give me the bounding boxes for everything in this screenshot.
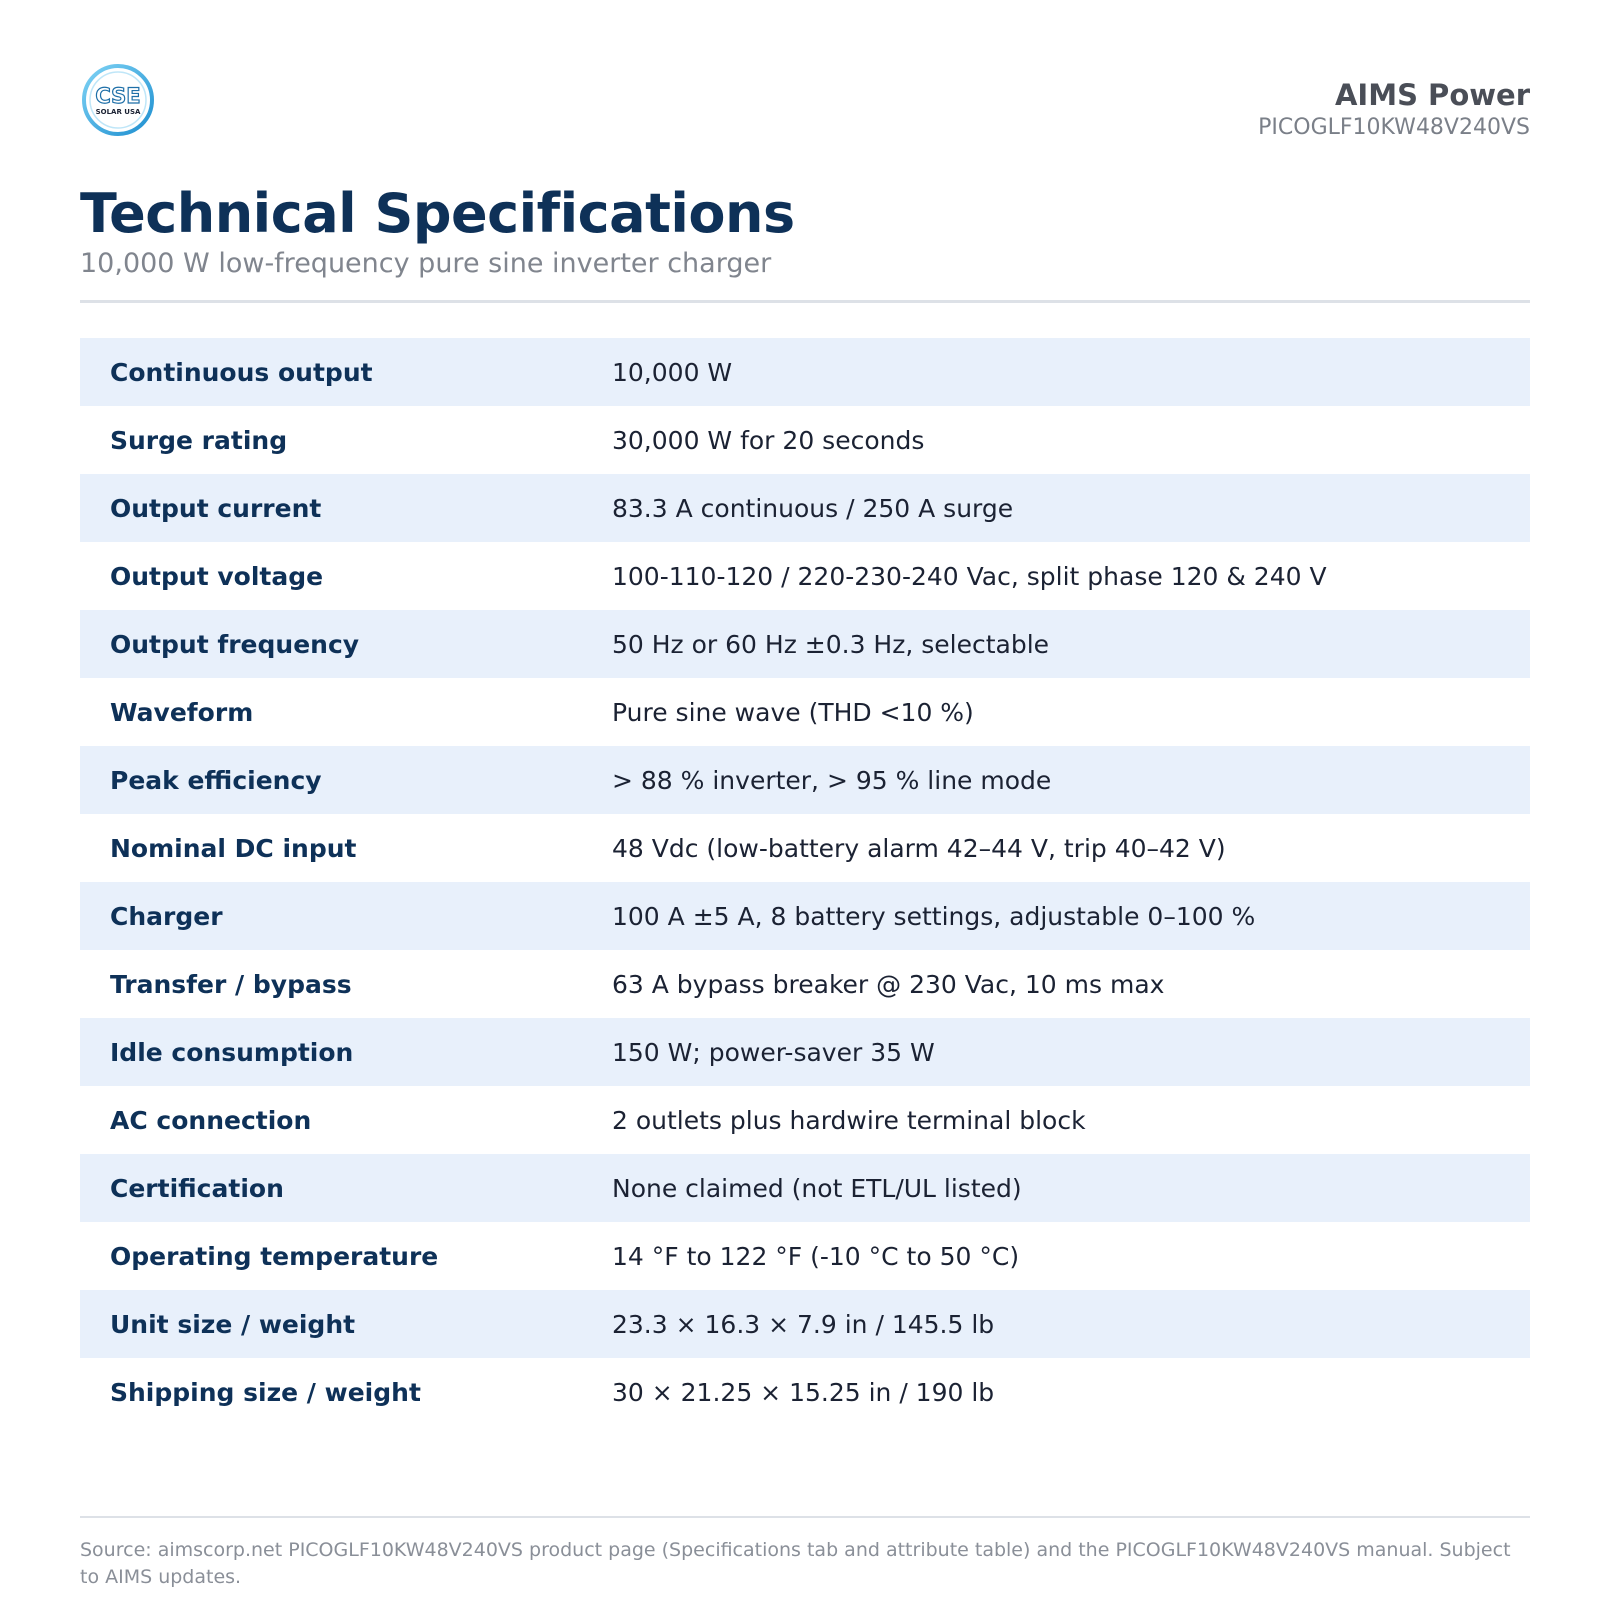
footer-divider	[80, 1516, 1530, 1518]
svg-text:SOLAR USA: SOLAR USA	[95, 108, 141, 116]
spec-label: Output voltage	[110, 561, 324, 591]
spec-value: 150 W; power-saver 35 W	[612, 1037, 935, 1067]
spec-label: Surge rating	[110, 425, 288, 455]
spec-label: Charger	[110, 901, 223, 931]
spec-label: Output current	[110, 493, 322, 523]
spec-row	[80, 338, 1530, 406]
brand-block	[1258, 78, 1530, 144]
spec-label: AC connection	[110, 1105, 312, 1135]
spec-value: 14 °F to 122 °F (-10 °C to 50 °C)	[612, 1241, 1020, 1271]
source-note: Source: aimscorp.net PICOGLF10KW48V240VS product page (Specifications tab and attribute table) and the PICOGLF10KW48V240VS manual. Subject to AIMS updates.	[80, 1539, 1511, 1588]
spec-label: Waveform	[110, 697, 254, 727]
spec-value: 100-110-120 / 220-230-240 Vac, split phase 120 & 240 V	[612, 561, 1327, 591]
spec-row	[80, 1290, 1530, 1358]
spec-row	[80, 882, 1530, 950]
spec-row	[80, 474, 1530, 542]
spec-value: 100 A ±5 A, 8 battery settings, adjustable 0–100 %	[612, 901, 1256, 931]
spec-label: Unit size / weight	[110, 1309, 356, 1339]
page-header	[80, 62, 1530, 152]
svg-text:CSE: CSE	[95, 84, 141, 108]
spec-row	[80, 1222, 1530, 1290]
page-title: Technical Specifications	[80, 182, 795, 245]
spec-table	[80, 338, 1530, 1426]
spec-label: Idle consumption	[110, 1037, 354, 1067]
spec-value: 2 outlets plus hardwire terminal block	[612, 1105, 1086, 1135]
spec-label: Shipping size / weight	[110, 1377, 421, 1407]
spec-label: Transfer / bypass	[110, 969, 352, 999]
header-divider	[80, 300, 1530, 303]
spec-label: Operating temperature	[110, 1241, 439, 1271]
spec-row	[80, 1154, 1530, 1222]
spec-label: Certification	[110, 1173, 284, 1203]
spec-label: Peak efficiency	[110, 765, 322, 795]
spec-value: 10,000 W	[612, 357, 733, 387]
model-number: PICOGLF10KW48V240VS	[1258, 115, 1530, 140]
spec-row	[80, 678, 1530, 746]
spec-label: Output frequency	[110, 629, 360, 659]
spec-row	[80, 1018, 1530, 1086]
spec-value: 30 × 21.25 × 15.25 in / 190 lb	[612, 1377, 995, 1407]
spec-value: 30,000 W for 20 seconds	[612, 425, 925, 455]
spec-row	[80, 1086, 1530, 1154]
cse-solar-logo	[80, 62, 156, 138]
title-block	[80, 182, 1530, 282]
spec-row	[80, 406, 1530, 474]
spec-row	[80, 814, 1530, 882]
spec-row	[80, 610, 1530, 678]
spec-value: 63 A bypass breaker @ 230 Vac, 10 ms max	[612, 969, 1165, 999]
page-subtitle: 10,000 W low-frequency pure sine inverter charger	[80, 248, 772, 279]
spec-value: 83.3 A continuous / 250 A surge	[612, 493, 1014, 523]
spec-value: 48 Vdc (low-battery alarm 42–44 V, trip 40–42 V)	[612, 833, 1226, 863]
spec-label: Continuous output	[110, 357, 373, 387]
spec-row	[80, 1358, 1530, 1426]
spec-value: 50 Hz or 60 Hz ±0.3 Hz, selectable	[612, 629, 1050, 659]
spec-row	[80, 542, 1530, 610]
spec-value: None claimed (not ETL/UL listed)	[612, 1173, 1022, 1203]
spec-label: Nominal DC input	[110, 833, 357, 863]
spec-value: Pure sine wave (THD <10 %)	[612, 697, 974, 727]
brand-name: AIMS Power	[1334, 78, 1530, 112]
spec-value: > 88 % inverter, > 95 % line mode	[612, 765, 1052, 795]
spec-row	[80, 746, 1530, 814]
spec-value: 23.3 × 16.3 × 7.9 in / 145.5 lb	[612, 1309, 995, 1339]
spec-row	[80, 950, 1530, 1018]
